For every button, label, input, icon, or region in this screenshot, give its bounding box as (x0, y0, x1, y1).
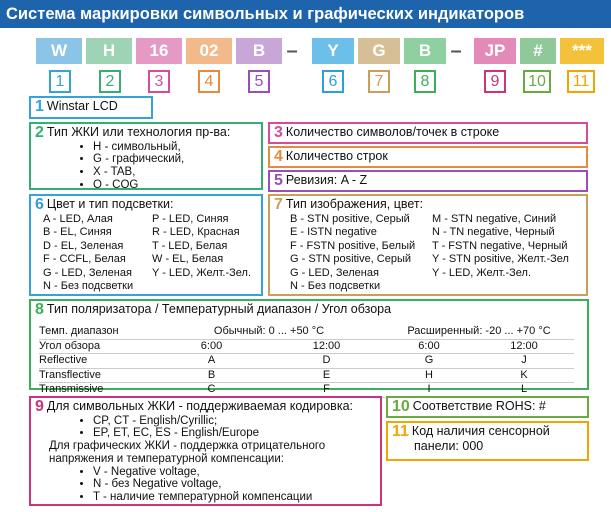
box-7-image-type (268, 194, 588, 296)
encoding-list (35, 415, 376, 441)
table-cell: F (269, 383, 384, 398)
list-item: N - Без подсветки (290, 280, 381, 292)
table-cell: B (154, 368, 269, 383)
list-item: N - Без подсветки (43, 280, 134, 292)
box-1-manufacturer (29, 96, 153, 119)
list-item: • CP, CT - English/Cyrillic; (93, 415, 376, 428)
list-item: R - LED, Красная (152, 226, 240, 238)
code-dash-2: – (450, 40, 462, 62)
box-title-line-2: панели: 000 (414, 438, 484, 453)
table-cell: L (474, 383, 574, 398)
box-number: 7 (274, 196, 283, 213)
box-number: 9 (35, 398, 44, 415)
list-item: F - FSTN positive, Белый (290, 239, 416, 252)
voltage-list (35, 466, 376, 504)
subtitle-line: Для графических ЖКИ - поддержка отрицательного (49, 440, 326, 453)
table-cell: D (269, 354, 384, 369)
list-item: M - STN negative, Синий (432, 212, 557, 225)
box-title: Цвет и тип подсветки: (46, 197, 174, 211)
list-item: • EP, ET, EC, ES - English/Europe (93, 427, 376, 440)
table-row (39, 325, 574, 339)
list-item: N - TN negative, Черный (432, 226, 555, 238)
box-number: 3 (274, 124, 283, 141)
table-cell: K (474, 368, 574, 383)
table-cell: 6:00 (384, 339, 474, 354)
table-cell: 6:00 (154, 339, 269, 354)
box-number: 4 (274, 148, 283, 165)
box-6-backlight (29, 194, 263, 296)
box-4-lines (268, 146, 588, 168)
table-cell: J (474, 354, 574, 369)
list-item: W - EL, Белая (152, 253, 224, 265)
table-row (39, 383, 574, 398)
code-part-9: JP (474, 38, 516, 64)
list-item: T - LED, Белая (152, 239, 228, 252)
table-cell: C (154, 383, 269, 398)
code-number-8: 8 (414, 70, 436, 93)
table-cell: Угол обзора (39, 339, 154, 354)
table-row (39, 354, 574, 369)
table-cell: 12:00 (269, 339, 384, 354)
box-number: 1 (35, 98, 44, 115)
code-part-8: B (404, 38, 446, 64)
box-number: 6 (35, 196, 44, 213)
list-item: • V - Negative voltage, (93, 466, 376, 479)
box-5-revision (268, 170, 588, 192)
box-number: 11 (392, 423, 409, 440)
list-item: Y - STN positive, Желт.-Зел (432, 253, 569, 265)
table-row (39, 368, 574, 383)
list-item: Y - LED, Желт.-Зел. (432, 266, 532, 279)
code-part-2: H (86, 38, 132, 64)
box-title: Для символьных ЖКИ - поддерживаемая кодировка: (46, 399, 353, 413)
table-cell: A (154, 354, 269, 369)
box-9-encoding (29, 396, 382, 506)
code-number-10: 10 (523, 70, 551, 93)
box-8-polarizer (29, 299, 589, 395)
box-number: 2 (35, 124, 44, 141)
box-2-lcd-type (29, 122, 263, 190)
code-number-3: 3 (148, 70, 170, 93)
list-item: • X - TAB, (93, 166, 257, 179)
box-11-touch-panel (386, 421, 589, 461)
box-3-characters (268, 122, 588, 144)
code-number-6: 6 (322, 70, 344, 93)
box-title: Соответствие ROHS: # (412, 399, 546, 413)
table-cell: E (269, 368, 384, 383)
code-number-9: 9 (484, 70, 506, 93)
subtitle-line: напряжения и температурной компенсации: (49, 452, 284, 465)
list-item: T - FSTN negative, Черный (432, 239, 568, 252)
box-title: Количество строк (285, 149, 388, 163)
code-part-1: W (36, 38, 82, 64)
table-cell: G (384, 354, 474, 369)
list-item: • G - графический, (93, 153, 257, 166)
code-number-7: 7 (368, 70, 390, 93)
box-title: Тип ЖКИ или технология пр-ва: (46, 125, 231, 139)
list-item: • H - символьный, (93, 141, 257, 154)
code-part-6: Y (312, 38, 354, 64)
backlight-list (35, 213, 257, 294)
box-10-rohs (386, 396, 589, 418)
code-part-5: B (236, 38, 282, 64)
list-item: G - STN positive, Серый (290, 253, 412, 265)
table-cell: Reflective (39, 354, 154, 369)
box-title: Winstar LCD (46, 99, 118, 113)
code-part-3: 16 (136, 38, 182, 64)
code-number-5: 5 (248, 70, 270, 93)
code-part-4: 02 (186, 38, 232, 64)
graphic-subtitle (35, 440, 376, 466)
lcd-type-list (35, 141, 257, 192)
page-title: Система маркировки символьных и графических индикаторов (0, 0, 611, 28)
box-number: 8 (35, 301, 44, 318)
code-number-4: 4 (198, 70, 220, 93)
table-cell: Темп. диапазон (39, 325, 154, 339)
list-item: • N - без Negative voltage, (93, 478, 376, 491)
table-cell: Transflective (39, 368, 154, 383)
list-item: G - LED, Зеленая (290, 266, 379, 279)
box-title: Код наличия сенсорной (411, 424, 550, 438)
table-cell: 12:00 (474, 339, 574, 354)
box-title: Ревизия: A - Z (285, 173, 368, 187)
table-cell: Transmissive (39, 383, 154, 398)
list-item: Y - LED, Желт.-Зел. (152, 266, 252, 279)
code-number-11: 11 (567, 70, 595, 93)
code-part-7: G (358, 38, 400, 64)
code-part-11: *** (560, 38, 604, 64)
code-dash-1: – (286, 40, 298, 62)
list-item: B - STN positive, Серый (290, 212, 410, 225)
list-item: F - CCFL, Белая (43, 253, 126, 265)
list-item: G - LED, Зеленая (43, 266, 132, 279)
list-item: • O - COG (93, 179, 257, 192)
code-number-2: 2 (99, 70, 121, 93)
list-item: P - LED, Синяя (152, 212, 229, 225)
list-item: • T - наличие температурной компенсации (93, 491, 376, 504)
list-item: D - EL, Зеленая (43, 239, 124, 252)
box-number: 10 (392, 398, 410, 415)
polarizer-table (39, 325, 574, 398)
table-cell: H (384, 368, 474, 383)
image-type-list (274, 213, 582, 294)
list-item (432, 280, 582, 294)
table-cell: Обычный: 0 ... +50 °C (154, 325, 384, 339)
box-number: 5 (274, 172, 283, 189)
table-cell: Расширенный: -20 ... +70 °C (384, 325, 574, 339)
table-cell: I (384, 383, 474, 398)
table-row (39, 339, 574, 354)
code-part-10: # (520, 38, 556, 64)
box-title: Тип изображения, цвет: (285, 197, 424, 211)
list-item (152, 280, 257, 294)
list-item: E - ISTN negative (290, 226, 377, 238)
box-title: Количество символов/точек в строке (285, 125, 500, 139)
box-title: Тип поляризатора / Температурный диапазон / Угол обзора (46, 302, 392, 316)
list-item: A - LED, Алая (43, 212, 113, 225)
code-number-1: 1 (49, 70, 71, 93)
list-item: B - EL, Синяя (43, 226, 112, 238)
